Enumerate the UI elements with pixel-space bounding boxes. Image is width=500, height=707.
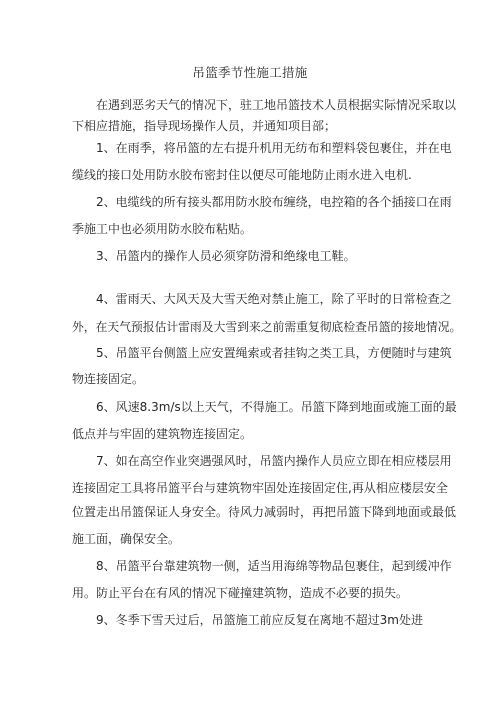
document-title: 吊篮季节性施工措施 [192,65,308,80]
paragraph-line: 3、吊篮内的操作人员必须穿防滑和绝缘电工鞋。 [96,249,356,263]
paragraph-line: 连接固定工具将吊篮平台与建筑物牢固处连接固定住,再从相应楼层安全 [72,481,448,495]
paragraph-line: 缆线的接口处用防水胶布密封住以便尽可能地防止雨水进入电机. [72,168,412,182]
paragraph-line: 物连接固定。 [72,372,145,386]
paragraph-line: 4、雷雨天、大风天及大雪天绝对禁止施工，除了平时的日常检查之 [96,292,452,306]
paragraph-line: 8、吊篮平台靠建筑物一侧，适当用海绵等物品包裹住，起到缓冲作 [96,559,452,573]
paragraph-line: 季施工中也必须用防水胶布粘贴。 [72,222,253,236]
paragraph-line: 5、吊篮平台侧篮上应安置绳索或者挂钩之类工具，方便随时与建筑 [96,346,452,360]
paragraph-line: 下相应措施，指导现场操作人员，并通知项目部； [72,119,337,133]
paragraph-line: 在遇到恶劣天气的情况下，驻工地吊篮技术人员根据实际情况采取以 [96,98,457,112]
paragraph-line: 用。防止平台在有风的情况下碰撞建筑物，造成不必要的损失。 [72,586,409,600]
paragraph-line: 外，在天气预报估计雷雨及大雪到来之前需重复彻底检查吊篮的接地情况。 [72,320,462,334]
paragraph-line: 7、如在高空作业突遇强风时，吊篮内操作人员应立即在相应楼层用 [96,454,452,468]
paragraph-line: 2、电缆线的所有接头都用防水胶布缠绕，电控箱的各个插接口在雨 [96,195,452,209]
paragraph-line: 6、风速8.3m/s以上天气，不得施工。吊篮下降到地面或施工面的最 [96,400,457,414]
paragraph-line: 9、冬季下雪天过后，吊篮施工前应反复在离地不超过3m处进 [96,613,423,627]
paragraph-line: 1、在雨季，将吊篮的左右提升机用无纺布和塑料袋包裹住，并在电 [96,141,452,155]
paragraph-line: 低点并与牢固的建筑物连接固定。 [72,427,253,441]
paragraph-line: 位置走出吊篮保证人身安全。待风力减弱时，再把吊篮下降到地面或最低 [72,505,457,519]
paragraph-line: 施工面，确保安全。 [72,532,181,546]
